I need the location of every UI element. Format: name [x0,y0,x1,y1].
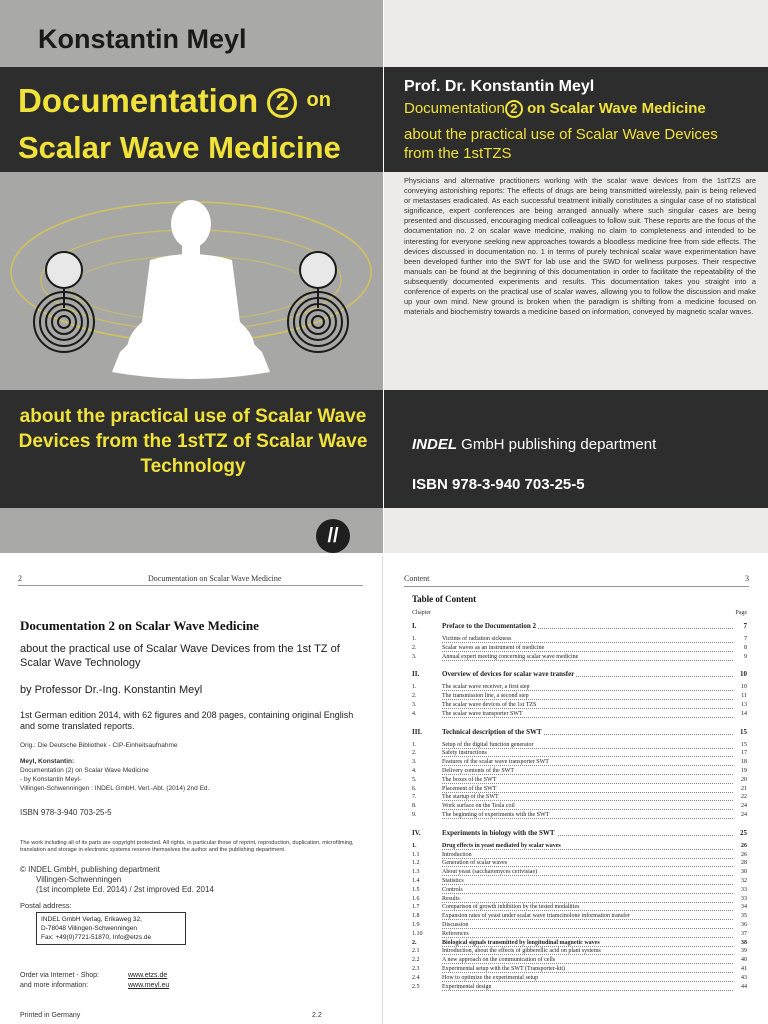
toc-page-number: 35 [741,913,747,920]
toc-leader [442,919,733,920]
address-line3: Fax: +49(0)7721-51870, Info@etzs.de [41,934,152,941]
info-label: and more information: [20,982,89,989]
page2-title: Documentation 2 on Scalar Wave Medicine [20,618,259,633]
toc-leader [442,858,733,859]
toc-text: Generation of scalar waves [442,860,508,867]
toc-entry [412,654,747,663]
toc-entry [412,777,747,786]
toc-text: Biological signals transmitted by longitudinal magnetic waves [442,939,600,946]
front-title-line2: Scalar Wave Medicine [18,130,341,165]
toc-text: How to optimize the experimental setup [442,974,539,981]
doc-number-circle: 2 [505,100,523,118]
publisher-logo: // [316,519,350,553]
toc-text: The scalar wave transporter SWT [442,710,523,717]
order-link[interactable]: www.etzs.de [128,972,168,979]
toc-text: Experimental design [442,983,492,990]
toc-section [412,829,747,838]
toc-leader [442,783,733,784]
toc-page-number: 17 [741,750,747,757]
toc-text: Experimental setup with the SWT (Transporter-kit) [442,966,566,972]
toc-text: Placement of the SWT [442,785,497,792]
toc-text: The scalar wave devices of the 1st TZS [442,702,537,708]
toc-text: Scalar waves as an instrument of medicine [442,644,545,651]
copyright-line1: © INDEL GmbH, publishing department [20,865,160,874]
page2-isbn: ISBN 978-3-940 703-25-5 [20,808,112,817]
toc-text: The transmission line, a second step [442,693,529,700]
toc-title: Table of Content [412,594,477,604]
toc-page-number: 15 [741,741,747,748]
toc-page-number: 26 [741,842,747,849]
toc-number: 2. [412,693,417,700]
copyright-line2: Villingen-Schwenningen [36,875,122,884]
toc-number: 1.3 [412,869,420,876]
toc-entry [412,922,747,931]
toc-text: Work surface on the Tesla coil [442,803,515,810]
page2-author: by Professor Dr.-Ing. Konstantin Meyl [20,684,203,696]
toc-page-number: 11 [741,693,747,700]
page2-edition: 1st German edition 2014, with 62 figures and 208 pages, containing original English and some translated reports. [20,710,354,731]
toc-entry [412,812,747,821]
toc-page-number: 24 [741,803,747,810]
toc-entry [412,913,747,922]
front-author: Konstantin Meyl [38,24,247,54]
toc-number: IV. [412,828,421,837]
toc-page-number: 39 [741,948,747,955]
toc-column-headers [412,610,747,616]
toc-page-number: 7 [744,636,747,642]
toc-page-number: 43 [741,974,747,981]
toc-leader [442,765,733,766]
toc-page-number: 38 [741,939,747,946]
toc-text: The scalar wave receiver, a first step [442,684,530,691]
toc-number: 4. [412,768,417,774]
toc-text: References [442,930,469,937]
toc-page-number: 44 [741,983,747,990]
toc-leader [442,902,733,903]
cip-place: Villingen-Schwenningen : INDEL GmbH, Verl.-Abt. (2014) 2nd Ed. [20,785,210,792]
toc-leader [442,972,733,973]
toc-number: 2.2 [412,957,420,964]
toc-leader [442,708,733,709]
toc-text: Technical description of the SWT [442,727,542,736]
toc-number: 8. [412,803,417,810]
toc-text: Overview of devices for scalar wave transfer [442,670,575,679]
toc-text: Features of the scalar wave transporter SWT [442,759,549,766]
title-word: Documentation [18,82,259,119]
toc-page-number: 18 [741,759,747,766]
toc-leader [442,849,733,850]
toc-entry [412,878,747,887]
toc-page-number: 22 [741,794,747,801]
toc-page [384,556,768,1024]
toc-text: Safety instructions [442,750,487,757]
toc-entry [412,645,747,654]
toc-number: III. [412,727,422,736]
toc-page-number: 33 [741,886,747,893]
toc-page-number: 24 [741,812,747,818]
toc-page-number: 21 [741,785,747,792]
toc-leader [442,748,733,749]
printed-code: 2.2 [312,1012,322,1019]
toc-leader [442,792,733,793]
toc-leader [442,910,733,911]
copyright-line3: (1st incomplete Ed. 2014) / 2st improved Ed. 2014 [36,885,214,894]
toc-number: 2. [412,939,417,946]
toc-entry [412,768,747,777]
toc-text: Discussion [442,922,469,928]
toc-text: About yeast (saccharomyces cerivisiae) [442,869,538,876]
toc-leader [442,981,733,982]
toc-number: 2.4 [412,974,420,981]
toc-entry [412,966,747,975]
toc-number: 3. [412,702,417,708]
toc-leader [442,866,733,867]
copyright-notice: The work including all of its parts are copyright protected. All rights, in particular those of reprint, reproduction, duplication, microfilming, translation and storage in electronic systems reserve themselves the author and the publishing department. [20,840,354,853]
back-blurb: Physicians and alternative practitioners working with the scalar wave devices from the 1stTZS are conveying astonishing reports: The effects of drugs are being transmitted wirelessly, pain is being relieved or metastases eradicated. As each successful treatment initially constitutes a singular case of no statistical significance, expert conferences are being arranged annually where such singular cases are being presented and discussed, encouraging medical colleagues to follow suit. These reports are the focus of the documentation no. 2 on scalar wave medicine, making no claim to completeness and intended to be interesting for everyone seeking new approaches towards a bloodless medicine free from side effects. The devices discussed in documentation no. 1 in terms of purely technical scalar wave experimentation have been developed further into the SWT for lab use and the SWD for wellness purposes. Their respective manuals can be found at the beginning of this documentation in order to facilitate the repeatability of the subsequently documented experiments and results. This documentation takes you straight into a conference of experts on the practical use of scalar waves, allowing you to follow the discussion and make up your own mind. New ground is broken when the paradigm is shifting from a medicine focused on materials and biochemistry towards a medicine based on information, conveyed by magnetic scalar waves. [404,176,756,317]
toc-number: 1. [412,741,417,748]
toc-number: 6. [412,785,417,792]
address-line1: INDEL GmbH Verlag, Erikaweg 32, [41,916,142,923]
address-box [36,912,186,945]
toc-number: 1. [412,636,417,642]
col-page: Page [735,610,747,616]
toc-leader [442,875,733,876]
page2-header [18,574,363,586]
toc-leader [442,893,733,894]
toc-page-number: 28 [741,860,747,867]
toc-number: 1.1 [412,851,420,858]
toc-leader [442,717,733,718]
toc-page-number: 33 [741,895,747,902]
toc-number: 1.4 [412,878,420,884]
toc-number: II. [412,670,420,679]
toc-entry [412,803,747,812]
toc-text: Setup of the digital function generator [442,741,534,748]
front-cover [0,0,383,553]
toc-number: 1.9 [412,922,420,928]
toc-number: 1.8 [412,913,420,920]
toc-leader [442,660,733,661]
toc-number: 1.6 [412,895,420,902]
page3-running-head: Content [404,574,430,583]
page2-subtitle: about the practical use of Scalar Wave Devices from the 1st TZ of Scalar Wave Technology [20,643,340,669]
back-doc-subtitle: about the practical use of Scalar Wave Devices from the 1stTZS [404,126,718,162]
toc-number: 3. [412,759,417,766]
toc-page-number: 19 [741,768,747,774]
toc-leader [442,928,733,929]
toc-number: 1.7 [412,904,420,911]
back-author: Prof. Dr. Konstantin Meyl [404,78,595,95]
toc-entry [412,931,747,940]
back-doc-title [404,100,706,118]
toc-number: 2. [412,644,417,651]
postal-label: Postal address: [20,901,72,910]
toc-page-number: 36 [741,922,747,928]
toc-text: Introduction [442,851,472,858]
toc-text: Preface to the Documentation 2 [442,622,536,630]
toc-leader [442,642,733,643]
toc-entry [412,759,747,768]
cip-title: Documentation (2) on Scalar Wave Medicine [20,767,149,774]
page3-header [404,574,749,587]
address-line2: D-78048 Villingen-Schwenningen [41,925,138,932]
toc-number: 1. [412,684,417,691]
toc-text: Introduction, about the effects of gibberellic acid on plant systems [442,948,601,955]
order-label: Order via Internet - Shop: [20,972,99,979]
publisher-rest: GmbH publishing department [461,436,657,453]
toc-page-number: 34 [741,904,747,911]
toc-entry [412,684,747,693]
toc-text: Controls [442,886,463,893]
cip-line: Orig.: Die Deutsche Bibliothek - CIP-Einheitsaufnahme [20,742,178,749]
toc-leader [442,651,733,652]
front-title-line1 [18,82,331,120]
toc-leader [442,699,733,700]
toc-number: 4. [412,710,417,717]
printed-in: Printed in Germany [20,1012,81,1019]
toc-entry [412,711,747,720]
toc-entry [412,957,747,966]
toc-page-number: 20 [741,776,747,783]
toc-text: Experiments in biology with the SWT [442,828,555,837]
info-link[interactable]: www.meyl.eu [128,982,170,989]
toc-page-number: 8 [744,644,747,651]
doc-prefix: Documentation [404,100,505,117]
toc-entry [412,887,747,896]
toc-number: 3. [412,653,417,660]
toc-section [412,622,747,631]
meditation-illustration [0,172,383,390]
toc-leader [442,954,733,955]
toc-text: The boxes of the SWT [442,776,497,783]
toc-text: Annual expert meeting concerning scalar wave medicine [442,653,579,660]
toc-text: A new approach on the communication of cells [442,957,556,964]
toc-leader [442,774,733,775]
toc-entry [412,693,747,702]
page3-number: 3 [745,574,749,583]
back-cover [384,0,768,553]
page2-running-head: Documentation on Scalar Wave Medicine [148,574,282,583]
title-on: on [306,89,331,111]
toc-text: Victims of radiation sickness [442,636,512,642]
toc-text: Delivery contents of the SWT [442,768,514,774]
toc-number: 2. [412,750,417,757]
toc-number: 9. [412,812,417,818]
toc-leader [442,756,733,757]
toc-number: 5. [412,776,417,783]
toc-text: The startup of the SWT [442,794,499,801]
toc-page-number: 13 [741,702,747,708]
toc-page-number: 14 [741,710,747,717]
toc-leader [442,937,733,938]
toc-leader [442,884,733,885]
front-subtitle: about the practical use of Scalar Wave Devices from the 1stTZ of Scalar Wave Technology [18,406,368,477]
toc-entry [412,702,747,711]
toc-leader [442,800,733,801]
cip-by: - by Konstantin Meyl- [20,776,82,783]
toc-page-number: 10 [741,684,747,691]
toc-leader [442,963,733,964]
toc-section [412,728,747,737]
toc-text: Statistics [442,878,464,884]
toc-text: The beginning of experiments with the SWT [442,812,550,818]
page2-number: 2 [18,574,22,583]
cip-name: Meyl, Konstantin: [20,758,75,765]
toc-leader [442,818,733,819]
toc-entry [412,984,747,993]
toc-text: Expansion rates of yeast under scalar wave triamcinolone information transfer [442,913,630,920]
toc-page-number: 9 [744,653,747,660]
toc-entry [412,869,747,878]
toc-number: I. [412,622,417,630]
toc-page-number: 26 [741,851,747,858]
doc-rest: on Scalar Wave Medicine [527,100,706,117]
toc-entry [412,975,747,984]
toc-page-number: 7 [743,622,747,630]
toc-page-number: 10 [740,670,747,679]
toc-page-number: 41 [741,966,747,972]
toc-text: Results [442,895,460,902]
toc-number: 1. [412,842,417,849]
toc-leader [442,990,733,991]
toc-page-number: 25 [740,828,747,837]
toc-number: 2.3 [412,966,420,972]
toc-number: 2.1 [412,948,420,955]
publisher-name: INDEL [412,436,457,453]
toc-number: 2.5 [412,983,420,990]
toc-number: 1.5 [412,886,420,893]
toc-text: Comparison of growth inhibition by the tested modalities [442,904,580,911]
toc-page-number: 40 [741,957,747,964]
toc-page-number: 15 [740,727,747,736]
toc-leader [442,690,733,691]
toc-number: 1.10 [412,930,423,937]
toc-page-number: 30 [741,869,747,876]
back-publisher [412,436,656,453]
toc-number: 1.2 [412,860,420,867]
col-chapter: Chapter [412,610,431,616]
back-isbn: ISBN 978-3-940 703-25-5 [412,476,585,493]
toc-page-number: 32 [741,878,747,884]
toc-leader [442,809,733,810]
toc-entry [412,843,747,852]
imprint-page [0,556,383,1024]
toc-section [412,670,747,679]
toc-text: Drug effects in yeast mediated by scalar waves [442,842,561,849]
toc-number: 7. [412,794,417,801]
number-circle: 2 [267,88,297,118]
toc-leader [442,946,733,947]
toc-page-number: 37 [741,930,747,937]
toc-entry [412,636,747,645]
